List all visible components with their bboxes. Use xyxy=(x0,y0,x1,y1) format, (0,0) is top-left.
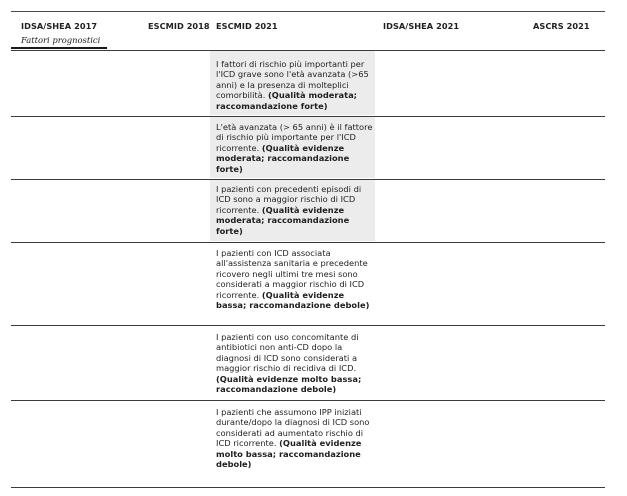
row-separator-3 xyxy=(11,242,605,243)
table-row-4-escmid-2021-cell xyxy=(216,248,376,310)
row-5-evidence-quality: (Qualità evidenze molto bassa; raccomandazione debole) xyxy=(216,373,362,395)
column-header-idsa-shea-2017: IDSA/SHEA 2017 xyxy=(21,21,98,31)
table-row-6-escmid-2021-cell xyxy=(216,407,376,469)
row-1-evidence-quality: (Qualità moderata; raccomandazione forte) xyxy=(216,90,357,111)
row-separator-4 xyxy=(11,325,605,326)
row-5-recommendation-text: I pazienti con uso concomitante di antibiotici non anti-CD dopo la diagnosi di ICD sono considerati a maggior rischio di recidiva di ICD. xyxy=(216,332,359,374)
row-separator-5 xyxy=(11,400,605,401)
row-1-recommendation-text: I fattori di rischio più importanti per l'ICD grave sono l'età avanzata (>65 anni) e la presenza di molteplici comorbilità. xyxy=(216,59,369,101)
row-6-recommendation-text: I pazienti che assumono IPP iniziati durante/dopo la diagnosi di ICD sono considerati ad aumentato rischio di ICD ricorrente. xyxy=(216,407,370,449)
row-4-evidence-quality: (Qualità evidenze bassa; raccomandazione debole) xyxy=(216,289,370,311)
column-header-escmid-2021: ESCMID 2021 xyxy=(216,21,278,31)
row-2-evidence-quality: (Qualità evidenze moderata; raccomandazione forte) xyxy=(216,142,350,174)
column-header-escmid-2018: ESCMID 2018 xyxy=(148,21,210,31)
row-separator-2 xyxy=(11,179,605,180)
row-6-evidence-quality: (Qualità evidenze molto bassa; raccomandazione debole) xyxy=(216,438,362,470)
subheader-underline xyxy=(11,47,107,49)
table-row-1-escmid-2021-cell xyxy=(216,59,376,111)
table-row-3-escmid-2021-cell xyxy=(216,184,376,236)
row-3-recommendation-text: I pazienti con precedenti episodi di ICD sono a maggior rischio di ICD ricorrente. xyxy=(216,184,362,215)
row-3-evidence-quality: (Qualità evidenze moderata; raccomandazione forte) xyxy=(216,204,350,236)
column-header-ascrs-2021: ASCRS 2021 xyxy=(533,21,590,31)
table-row-5-escmid-2021-cell xyxy=(216,332,376,394)
row-4-recommendation-text: I pazienti con ICD associata all'assistenza sanitaria e precedente ricovero negli ultimi tre mesi sono considerati a maggior rischio di ICD ricorrente. xyxy=(216,248,368,300)
row-separator-1 xyxy=(11,116,605,117)
section-subheader: Fattori prognostici xyxy=(21,35,101,45)
table-bottom-rule xyxy=(11,487,605,488)
table-row-2-escmid-2021-cell xyxy=(216,122,376,174)
row-2-recommendation-text: L'età avanzata (> 65 anni) è il fattore di rischio più importante per l'ICD ricorrente. xyxy=(216,122,373,153)
table-top-rule xyxy=(11,11,605,12)
column-header-idsa-shea-2021: IDSA/SHEA 2021 xyxy=(383,21,460,31)
